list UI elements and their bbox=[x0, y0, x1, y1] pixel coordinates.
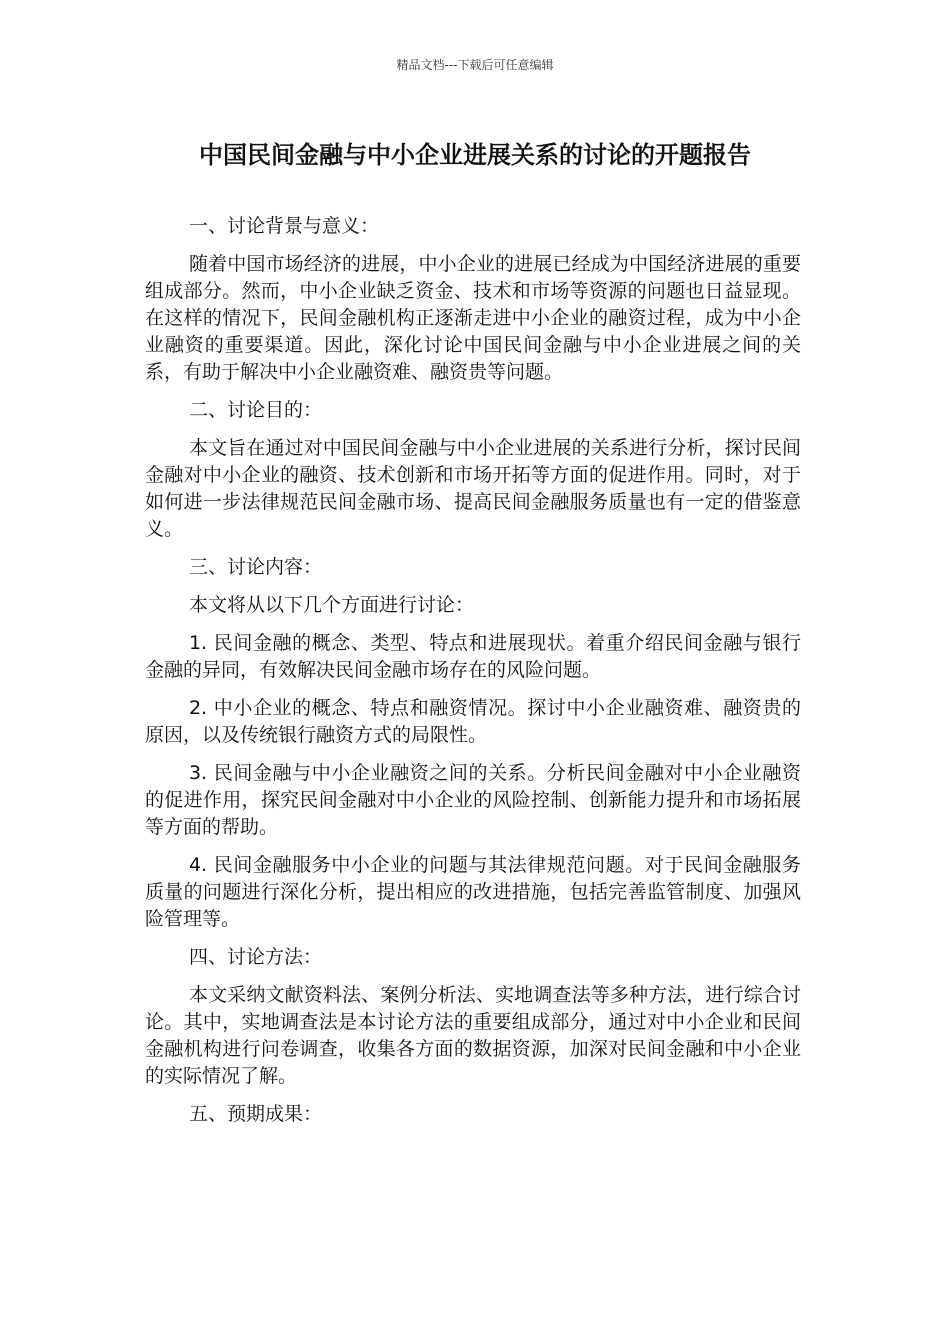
paragraph: 本文将从以下几个方面进行讨论： bbox=[189, 594, 475, 616]
document-body bbox=[145, 213, 801, 1139]
header-note: 精品文档---下载后可任意编辑 bbox=[396, 58, 554, 72]
paragraph: 随着中国市场经济的进展，中小企业的进展已经成为中国经济进展的重要组成部分。然而，中小企业缺乏资金、技术和市场等资源的问题也日益显现。在这样的情况下，民间金融机构正逐渐走进中小企业的融资过程，成为中小企业融资的重要渠道。因此，深化讨论中国民间金融与中小企业进展之间的关系，有助于解决中小企业融资难、融资贵等问题。 bbox=[145, 253, 801, 383]
list-item: 4. 民间金融服务中小企业的问题与其法律规范问题。对于民间金融服务质量的问题进行深化分析，提出相应的改进措施，包括完善监管制度、加强风险管理等。 bbox=[145, 854, 801, 930]
section-heading: 四、讨论方法： bbox=[189, 946, 323, 968]
list-item: 2. 中小企业的概念、特点和融资情况。探讨中小企业融资难、融资贵的原因，以及传统银行融资方式的局限性。 bbox=[145, 697, 801, 746]
paragraph: 本文旨在通过对中国民间金融与中小企业进展的关系进行分析，探讨民间金融对中小企业的融资、技术创新和市场开拓等方面的促进作用。同时，对于如何进一步法律规范民间金融市场、提高民间金融服务质量也有一定的借鉴意义。 bbox=[145, 437, 801, 540]
section-heading: 二、讨论目的： bbox=[189, 399, 323, 421]
list-item: 1. 民间金融的概念、类型、特点和进展现状。着重介绍民间金融与银行金融的异同，有效解决民间金融市场存在的风险问题。 bbox=[145, 632, 801, 681]
section-heading: 三、讨论内容： bbox=[189, 556, 323, 578]
section-heading: 五、预期成果： bbox=[189, 1103, 323, 1125]
list-item: 3. 民间金融与中小企业融资之间的关系。分析民间金融对中小企业融资的促进作用，探究民间金融对中小企业的风险控制、创新能力提升和市场拓展等方面的帮助。 bbox=[145, 762, 801, 838]
paragraph: 本文采纳文献资料法、案例分析法、实地调查法等多种方法，进行综合讨论。其中，实地调查法是本讨论方法的重要组成部分，通过对中小企业和民间金融机构进行问卷调查，收集各方面的数据资源，加深对民间金融和中小企业的实际情况了解。 bbox=[145, 984, 801, 1087]
document-title: 中国民间金融与中小企业进展关系的讨论的开题报告 bbox=[199, 141, 751, 169]
section-heading: 一、讨论背景与意义： bbox=[189, 215, 380, 237]
